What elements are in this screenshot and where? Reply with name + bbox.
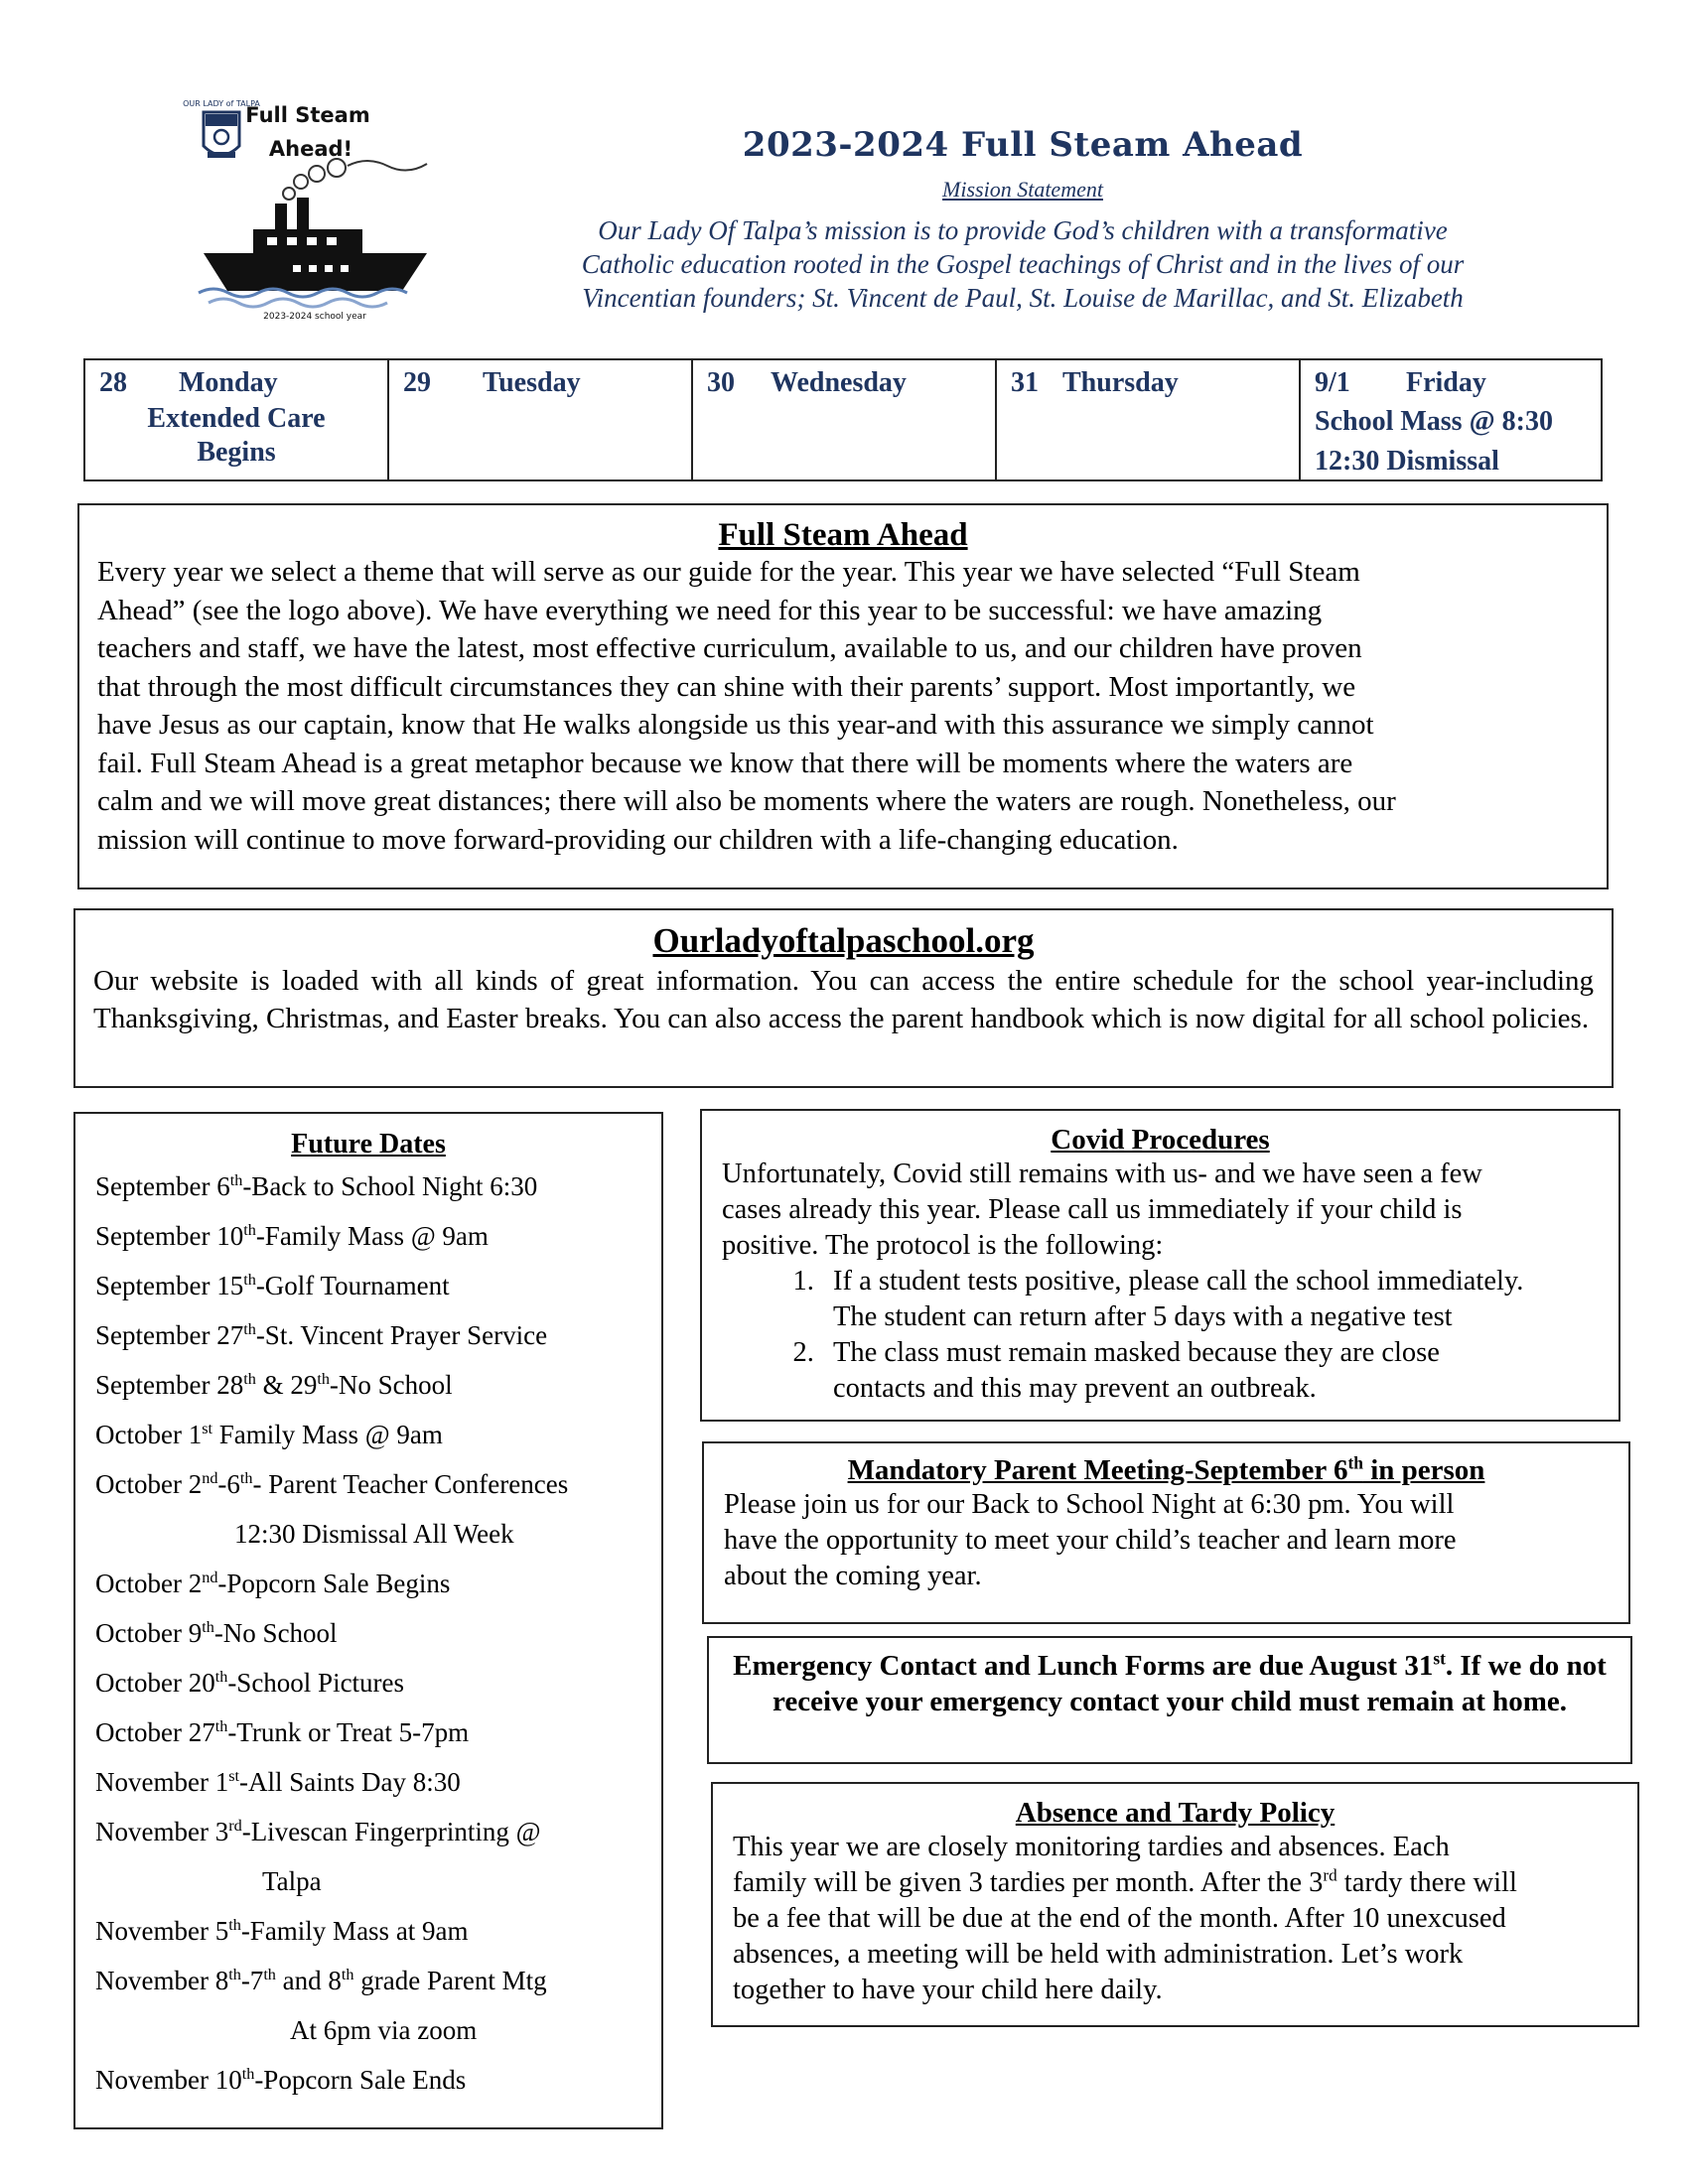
date-item — [95, 1757, 641, 1807]
calendar-day-note: Begins — [197, 437, 276, 468]
date-suffix: th — [239, 1469, 253, 1487]
calendar-day-name: Tuesday — [483, 367, 581, 398]
date-item — [95, 1707, 641, 1757]
date-text: Family Mass @ 9am — [212, 1420, 443, 1449]
meeting-line: about the coming year. — [724, 1561, 982, 1591]
absence-line: together to have your child here daily. — [733, 1975, 1163, 2005]
date-text: November 10 — [95, 2065, 242, 2095]
mission-line: Catholic education rooted in the Gospel teachings of Christ and in the lives of our — [581, 249, 1465, 279]
date-suffix: th — [229, 1171, 243, 1189]
date-text: and 8 — [275, 1966, 342, 1995]
date-item — [95, 2005, 641, 2055]
calendar-day-note: 12:30 Dismissal — [1315, 446, 1499, 477]
covid-title: Covid Procedures — [1051, 1124, 1270, 1156]
emergency-forms-notice — [707, 1636, 1632, 1764]
date-item — [95, 1310, 641, 1360]
date-text: - Parent Teacher Conferences — [252, 1469, 569, 1499]
theme-line: have Jesus as our captain, know that He walks alongside us this year-and with this assurance we simply cannot — [97, 709, 1374, 741]
absence-policy-section — [711, 1782, 1639, 2027]
date-suffix: th — [228, 1966, 241, 1983]
date-text: October 9 — [95, 1618, 203, 1648]
calendar-day-name: Monday — [179, 367, 278, 398]
date-text: November 3 — [95, 1817, 229, 1846]
mission-line: Our Lady Of Talpa’s mission is to provide God’s children with a transformative — [598, 215, 1448, 245]
absence-line — [733, 1865, 1618, 1901]
date-text: -Popcorn Sale Ends — [254, 2065, 467, 2095]
theme-section — [77, 503, 1609, 889]
calendar-day-name: Thursday — [1062, 367, 1179, 398]
covid-section — [700, 1109, 1620, 1422]
date-suffix: nd — [202, 1469, 218, 1487]
list-item — [821, 1264, 1599, 1335]
date-text: -Livescan Fingerprinting @ — [241, 1817, 541, 1846]
date-text: -All Saints Day 8:30 — [239, 1767, 461, 1797]
date-item — [95, 1559, 641, 1608]
date-text: At 6pm via zoom — [290, 2015, 478, 2045]
date-text: -No School — [213, 1618, 338, 1648]
date-text: -Family Mass at 9am — [240, 1916, 469, 1946]
date-text: -Popcorn Sale Begins — [217, 1569, 451, 1598]
date-suffix: th — [243, 1221, 256, 1239]
date-suffix: th — [241, 2065, 255, 2083]
week-calendar — [83, 358, 1603, 481]
meeting-line: have the opportunity to meet your child’s teacher and learn more — [724, 1525, 1457, 1556]
covid-intro — [722, 1157, 1599, 1264]
ship-icon — [204, 198, 427, 291]
calendar-day-cell — [1301, 360, 1601, 479]
date-item — [95, 1211, 641, 1261]
date-text: September 28 — [95, 1370, 244, 1400]
date-text: October 2 — [95, 1569, 203, 1598]
calendar-day-cell — [85, 360, 389, 479]
date-item — [95, 1956, 641, 2005]
date-item — [95, 1410, 641, 1459]
theme-line: calm and we will move great distances; there will also be moments where the waters are rough. Nonetheless, our — [97, 785, 1396, 817]
date-item — [95, 1161, 641, 1211]
date-text: November 8 — [95, 1966, 229, 1995]
calendar-day-note: Extended Care — [147, 403, 326, 434]
date-text: October 20 — [95, 1668, 215, 1698]
date-suffix: th — [263, 1966, 276, 1983]
absence-policy-title: Absence and Tardy Policy — [1015, 1797, 1336, 1829]
theme-line: Every year we select a theme that will serve as our guide for the year. This year we have selected “Full Steam — [97, 556, 1360, 588]
calendar-day-note: School Mass @ 8:30 — [1315, 406, 1553, 437]
list-item — [821, 1335, 1599, 1407]
future-dates-title: Future Dates — [291, 1129, 446, 1160]
absence-line: This year we are closely monitoring tardies and absences. Each — [733, 1832, 1450, 1862]
emergency-text: Emergency Contact and Lunch Forms are due August 31 — [733, 1650, 1434, 1682]
date-text: -Family Mass @ 9am — [255, 1221, 489, 1251]
date-text: September 6 — [95, 1171, 230, 1201]
website-link[interactable]: Ourladyoftalpaschool.org — [652, 921, 1035, 960]
date-text: -Back to School Night 6:30 — [242, 1171, 538, 1201]
protocol-line: contacts and this may prevent an outbreak. — [833, 1373, 1317, 1404]
theme-line: mission will continue to move forward-providing our children with a life-changing education. — [97, 823, 1179, 856]
absence-line: be a fee that will be due at the end of the month. After 10 unexcused — [733, 1903, 1506, 1934]
date-suffix: nd — [202, 1569, 218, 1586]
date-suffix: th — [214, 1717, 228, 1735]
theme-line: that through the most difficult circumstances they can shine with their parents’ support. Most importantly, we — [97, 670, 1356, 703]
theme-line: teachers and staff, we have the latest, most effective curriculum, available to us, and our children have proven — [97, 632, 1362, 664]
date-suffix: th — [243, 1320, 256, 1338]
website-text: Our website is loaded with all kinds of great information. You can access the entire schedule for the school year-including Thanksgiving, Christmas, and Easter breaks. You can also access the parent handbook which is now digital for all school policies. — [93, 965, 1594, 1034]
protocol-line: 1. If a student tests positive, please call the school immediately. — [833, 1266, 1524, 1297]
parent-meeting-text — [724, 1487, 1609, 1594]
absence-policy-text — [733, 1830, 1618, 2008]
date-suffix: rd — [228, 1817, 242, 1835]
covid-intro-line: positive. The protocol is the following: — [722, 1230, 1164, 1261]
date-text: -No School — [329, 1370, 453, 1400]
logo-slogan-line2: Ahead! — [268, 137, 353, 161]
date-text: November 5 — [95, 1916, 229, 1946]
date-item — [95, 1261, 641, 1310]
date-text: grade Parent Mtg — [353, 1966, 547, 1995]
calendar-day-cell — [997, 360, 1301, 479]
mission-statement-label: Mission Statement — [942, 177, 1103, 202]
date-text: -St. Vincent Prayer Service — [255, 1320, 548, 1350]
calendar-day-number: 9/1 — [1315, 367, 1350, 398]
calendar-day-number: 29 — [403, 367, 431, 398]
date-item — [95, 1360, 641, 1410]
absence-line-part: tardy there will — [1336, 1867, 1517, 1898]
calendar-day-cell — [389, 360, 693, 479]
date-item — [95, 1509, 641, 1559]
meeting-title-text: in person — [1362, 1454, 1485, 1486]
date-item — [95, 1807, 641, 1856]
date-text: November 1 — [95, 1767, 229, 1797]
date-suffix: th — [214, 1668, 228, 1686]
theme-text — [97, 553, 1589, 859]
date-text: September 27 — [95, 1320, 244, 1350]
calendar-day-number: 31 — [1011, 367, 1039, 398]
date-suffix: st — [228, 1767, 240, 1785]
steam-icon — [283, 159, 427, 200]
mission-line: Vincentian founders; St. Vincent de Paul, St. Louise de Marillac, and St. Elizabeth — [582, 283, 1464, 313]
date-text: October 2 — [95, 1469, 203, 1499]
calendar-day-name: Wednesday — [771, 367, 907, 398]
date-item — [95, 1608, 641, 1658]
date-suffix: th — [202, 1618, 214, 1636]
logo-crest-text: OUR LADY of TALPA — [183, 99, 260, 108]
protocol-line: The student can return after 5 days with a negative test — [833, 1301, 1453, 1332]
calendar-day-name: Friday — [1406, 367, 1486, 398]
meeting-line: Please join us for our Back to School Night at 6:30 pm. You will — [724, 1489, 1455, 1520]
date-suffix: th — [341, 1966, 354, 1983]
calendar-day-number: 30 — [707, 367, 735, 398]
date-text: -Golf Tournament — [255, 1271, 450, 1300]
date-suffix: th — [243, 1271, 256, 1289]
date-item — [95, 1856, 641, 1906]
date-suffix: th — [317, 1370, 330, 1388]
date-suffix: st — [202, 1420, 213, 1437]
date-text: September 10 — [95, 1221, 244, 1251]
parent-meeting-title — [724, 1453, 1609, 1487]
date-text: -6 — [217, 1469, 240, 1499]
theme-title: Full Steam Ahead — [718, 517, 968, 553]
date-item — [95, 1459, 641, 1509]
future-dates-list — [95, 1161, 641, 2105]
date-text: October 27 — [95, 1717, 215, 1747]
meeting-title-text: Mandatory Parent Meeting-September 6 — [847, 1454, 1348, 1486]
date-text: 12:30 Dismissal All Week — [234, 1519, 514, 1549]
date-text: September 15 — [95, 1271, 244, 1300]
waves-icon — [199, 289, 407, 307]
theme-line: fail. Full Steam Ahead is a great metaphor because we know that there will be moments where the waters are — [97, 747, 1353, 779]
parent-meeting-section — [702, 1441, 1630, 1624]
future-dates-section — [73, 1112, 663, 2129]
website-section — [73, 908, 1614, 1088]
date-text: -School Pictures — [227, 1668, 405, 1698]
date-text: -7 — [240, 1966, 264, 1995]
covid-protocol-list — [722, 1264, 1599, 1407]
date-item — [95, 1906, 641, 1956]
emergency-sup: st — [1433, 1648, 1446, 1669]
school-logo — [183, 94, 437, 323]
date-text: Talpa — [262, 1866, 322, 1896]
date-item — [95, 2055, 641, 2105]
date-item — [95, 1658, 641, 1707]
theme-line: Ahead” (see the logo above). We have everything we need for this year to be successful: we have amazing — [97, 594, 1323, 626]
meeting-title-sup: th — [1347, 1452, 1363, 1473]
date-suffix: th — [228, 1916, 241, 1934]
logo-slogan-line1: Full Steam — [245, 103, 370, 127]
protocol-line: 2. The class must remain masked because they are close — [833, 1337, 1440, 1368]
calendar-day-number: 28 — [99, 367, 127, 398]
date-text: -Trunk or Treat 5-7pm — [227, 1717, 470, 1747]
absence-line-sup: rd — [1323, 1865, 1337, 1885]
calendar-day-cell — [693, 360, 997, 479]
page-title: 2023-2024 Full Steam Ahead — [742, 125, 1304, 165]
emergency-text: . If we do not receive your emergency contact your child must remain at home. — [772, 1650, 1607, 1717]
covid-intro-line: Unfortunately, Covid still remains with us- and we have seen a few — [722, 1159, 1482, 1189]
date-text: & 29 — [255, 1370, 318, 1400]
logo-caption: 2023-2024 school year — [263, 312, 366, 322]
absence-line-part: family will be given 3 tardies per month. After the 3 — [733, 1867, 1324, 1898]
absence-line: absences, a meeting will be held with administration. Let’s work — [733, 1939, 1464, 1970]
mission-statement — [556, 213, 1489, 315]
date-text: October 1 — [95, 1420, 203, 1449]
covid-intro-line: cases already this year. Please call us immediately if your child is — [722, 1194, 1463, 1225]
date-suffix: th — [243, 1370, 256, 1388]
